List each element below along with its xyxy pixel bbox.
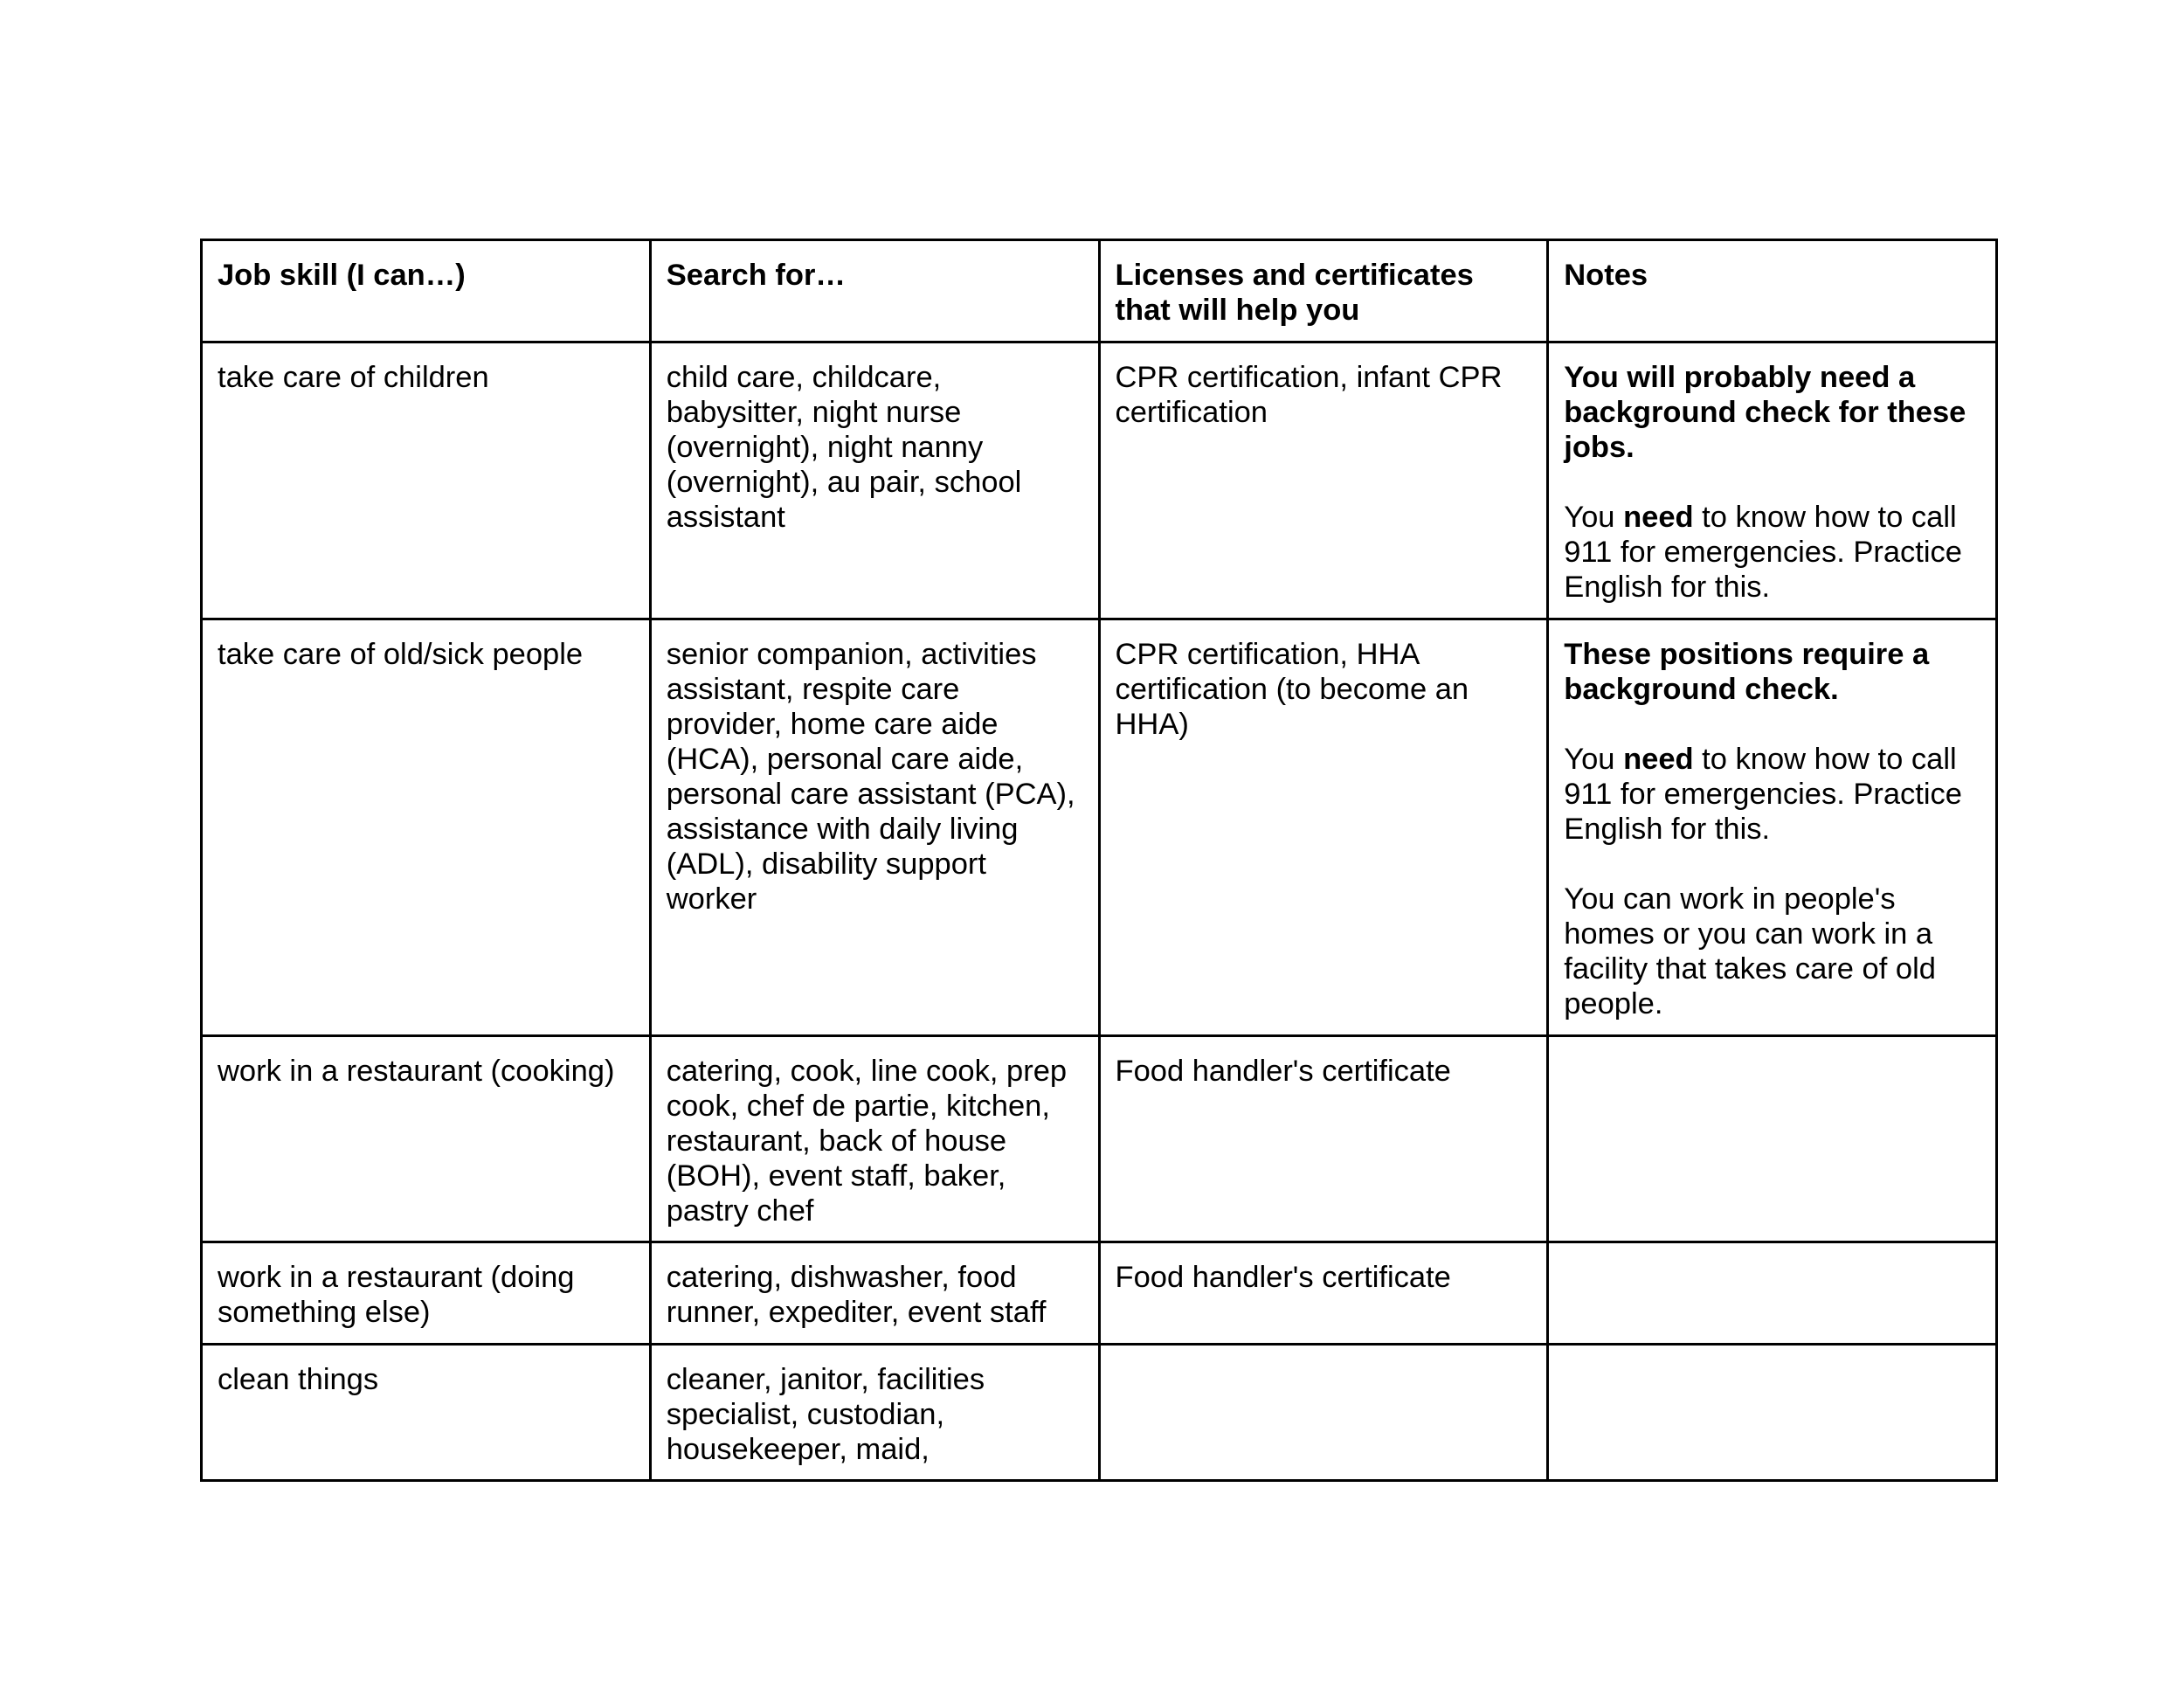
cell-licenses: CPR certification, HHA certification (to become an HHA) [1099,619,1548,1036]
cell-search: cleaner, janitor, facilities specialist, custodian, housekeeper, maid, [650,1345,1099,1481]
notes-emphasis: need [1623,501,1694,534]
cell-search: catering, cook, line cook, prep cook, chef de partie, kitchen, restaurant, back of house (BOH), event staff, baker, pastry chef [650,1036,1099,1242]
cell-search: senior companion, activities assistant, respite care provider, home care aide (HCA), personal care aide, personal care assistant (PCA), assistance with daily living (ADL), disability support worker [650,619,1099,1036]
notes-text: You [1564,501,1624,534]
cell-search: child care, childcare, babysitter, night nurse (overnight), night nanny (overnight), au pair, school assistant [650,342,1099,619]
cell-skill: take care of children [202,342,651,619]
cell-skill: take care of old/sick people [202,619,651,1036]
cell-notes [1548,342,1997,619]
cell-notes [1548,619,1997,1036]
cell-licenses: Food handler's certificate [1099,1242,1548,1345]
header-licenses: Licenses and certificates that will help you [1099,240,1548,342]
notes-bold-line: These positions require a background check. [1564,638,1930,706]
cell-search: catering, dishwasher, food runner, expediter, event staff [650,1242,1099,1345]
header-search-for: Search for… [650,240,1099,342]
cell-skill: work in a restaurant (cooking) [202,1036,651,1242]
job-skills-table [200,239,1998,1482]
header-notes: Notes [1548,240,1997,342]
notes-text: to know how to call 911 for emergencies. Practice English for this. [1564,743,1962,846]
cell-licenses: Food handler's certificate [1099,1036,1548,1242]
table-row [202,619,1997,1036]
notes-emphasis: need [1623,743,1694,776]
table-row [202,1242,1997,1345]
notes-text: You [1564,743,1624,776]
cell-notes [1548,1345,1997,1481]
table-header-row [202,240,1997,342]
table-row [202,1036,1997,1242]
cell-notes [1548,1242,1997,1345]
cell-licenses: CPR certification, infant CPR certification [1099,342,1548,619]
cell-skill: work in a restaurant (doing something else) [202,1242,651,1345]
cell-notes [1548,1036,1997,1242]
cell-skill: clean things [202,1345,651,1481]
table-row [202,342,1997,619]
notes-bold-line: You will probably need a background check for these jobs. [1564,361,1966,464]
header-job-skill: Job skill (I can…) [202,240,651,342]
notes-paragraph: You can work in people's homes or you can work in a facility that takes care of old people. [1564,882,1936,1020]
notes-paragraph [1564,500,1980,605]
cell-licenses [1099,1345,1548,1481]
notes-text: to know how to call 911 for emergencies. Practice English for this. [1564,501,1962,604]
notes-paragraph [1564,742,1980,847]
table-row [202,1345,1997,1481]
